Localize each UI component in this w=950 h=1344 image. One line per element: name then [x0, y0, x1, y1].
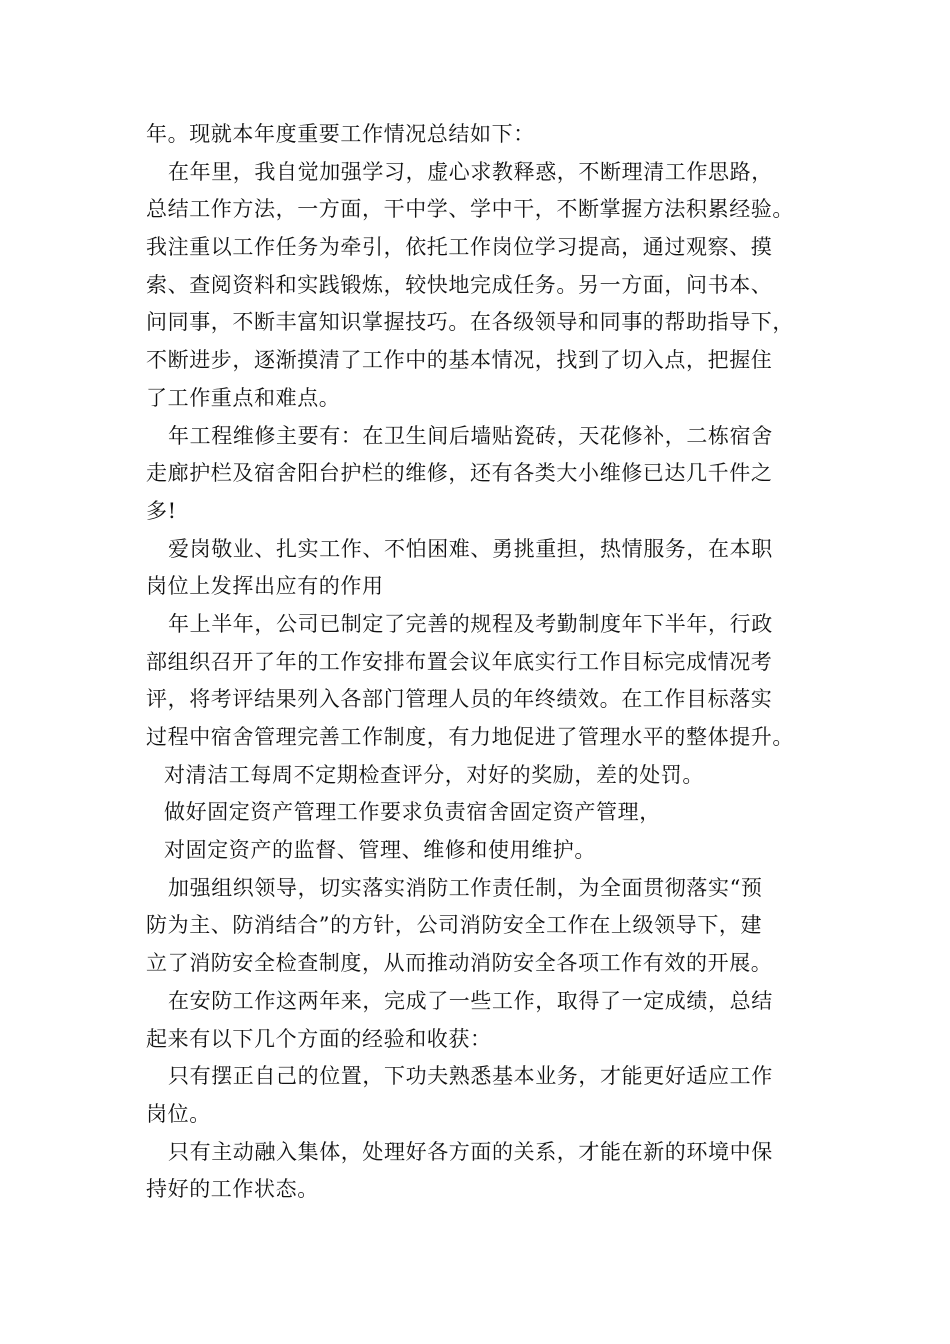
text-line: 过程中宿舍管理完善工作制度，有力地促进了管理水平的整体提升。 [146, 725, 794, 749]
text-line: 总结工作方法，一方面，干中学、学中干，不断掌握方法积累经验。 [146, 197, 794, 222]
text-line: 只有主动融入集体，处理好各方面的关系，才能在新的环境中保 [168, 1139, 773, 1164]
text-line: 年工程维修主要有：在卫生间后墙贴瓷砖，天花修补，二栋宿舍 [168, 423, 773, 448]
text-line: 年上半年，公司已制定了完善的规程及考勤制度年下半年，行政 [168, 611, 773, 636]
text-line: 年。现就本年度重要工作情况总结如下： [146, 122, 535, 146]
text-line: 持好的工作状态。 [146, 1177, 319, 1202]
text-line: 评，将考评结果列入各部门管理人员的年终绩效。在工作目标落实 [146, 687, 773, 712]
text-line: 了工作重点和难点。 [146, 385, 341, 410]
text-line: 不断进步，逐渐摸清了工作中的基本情况，找到了切入点，把握住 [146, 348, 773, 373]
text-line: 做好固定资产管理工作要求负责宿舍固定资产管理， [164, 800, 661, 825]
text-line: 问同事，不断丰富知识掌握技巧。在各级领导和同事的帮助指导下， [146, 310, 794, 335]
text-line: 在安防工作这两年来，完成了一些工作，取得了一定成绩，总结 [168, 988, 773, 1013]
text-line: 防为主、防消结合”的方针，公司消防安全工作在上级领导下，建 [146, 913, 763, 938]
document-body [146, 116, 826, 1209]
text-line: 走廊护栏及宿舍阳台护栏的维修，还有各类大小维修已达几千件之 [146, 461, 773, 486]
text-line: 爱岗敬业、扎实工作、不怕困难、勇挑重担，热情服务，在本职 [168, 536, 773, 561]
text-line: 岗位。 [146, 1101, 211, 1126]
text-line: 加强组织领导，切实落实消防工作责任制，为全面贯彻落实“预 [168, 875, 763, 900]
text-line: 对清洁工每周不定期检查评分，对好的奖励，差的处罚。 [164, 762, 704, 787]
text-line: 我注重以工作任务为牵引，依托工作岗位学习提高，通过观察、摸 [146, 235, 773, 260]
text-line: 索、查阅资料和实践锻炼，较快地完成任务。另一方面，问书本、 [146, 272, 773, 297]
text-line: 只有摆正自己的位置，下功夫熟悉基本业务，才能更好适应工作 [168, 1064, 773, 1089]
text-line: 在年里，我自觉加强学习，虚心求教释惑，不断理清工作思路， [168, 159, 773, 184]
text-line: 岗位上发挥出应有的作用 [146, 574, 384, 599]
text-line: 部组织召开了年的工作安排布置会议年底实行工作目标完成情况考 [146, 649, 773, 674]
text-line: 起来有以下几个方面的经验和收获： [146, 1026, 492, 1051]
text-line: 多! [146, 498, 177, 523]
text-line: 立了消防安全检查制度，从而推动消防安全各项工作有效的开展。 [146, 951, 773, 976]
text-line: 对固定资产的监督、管理、维修和使用维护。 [164, 838, 596, 863]
